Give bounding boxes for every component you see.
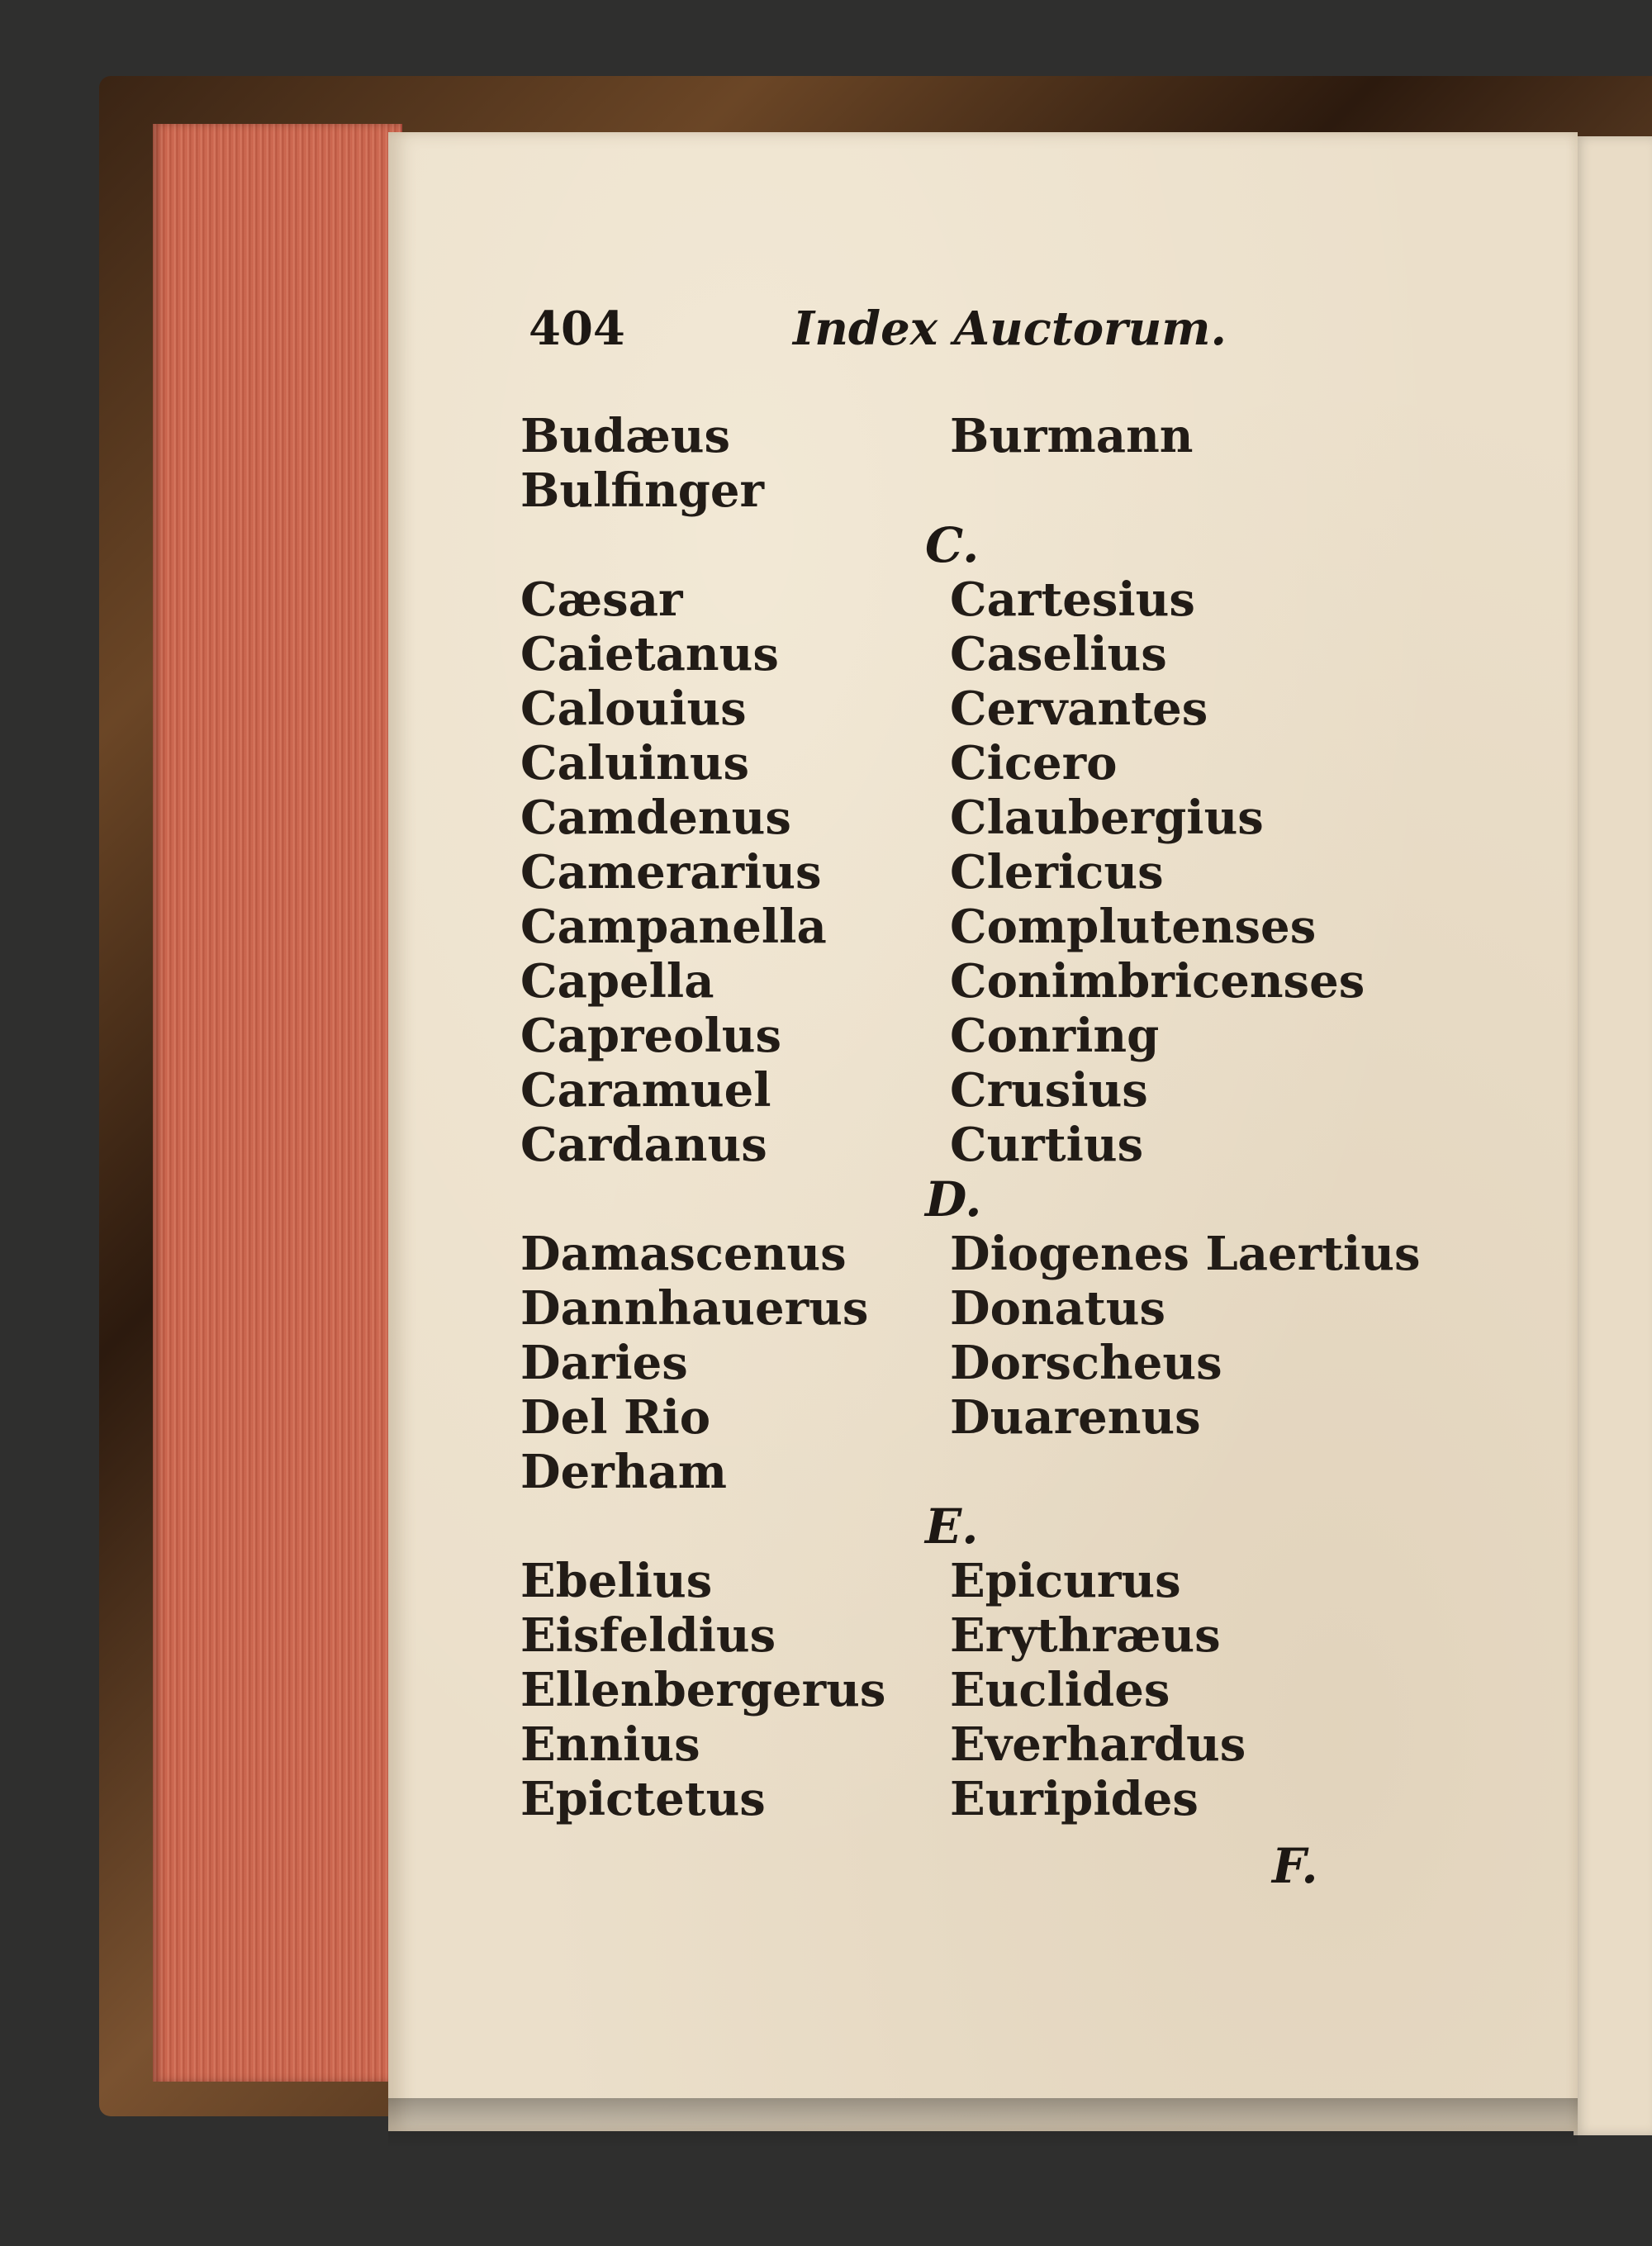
index-entry: Euripides bbox=[950, 1772, 1199, 1826]
index-entry: Capella bbox=[520, 954, 714, 1009]
index-entry: Caluinus bbox=[520, 736, 750, 791]
index-entry: Complutenses bbox=[950, 900, 1317, 954]
spacer bbox=[520, 1499, 885, 1554]
index-entry: Everhardus bbox=[950, 1717, 1246, 1772]
index-entry: Conring bbox=[950, 1009, 1160, 1063]
spacer bbox=[520, 518, 885, 572]
section-letter: E. bbox=[925, 1498, 979, 1555]
left-column bbox=[520, 409, 885, 1826]
index-entry: Burmann bbox=[950, 409, 1194, 463]
spacer bbox=[520, 1172, 885, 1227]
index-entry: Cæsar bbox=[520, 572, 683, 627]
index-entry: Epicurus bbox=[950, 1554, 1181, 1608]
index-entry: Camdenus bbox=[520, 791, 791, 845]
index-entry: Ebelius bbox=[520, 1554, 713, 1608]
index-entry: Camerarius bbox=[520, 845, 822, 900]
facing-page-edge bbox=[1574, 136, 1652, 2135]
index-entry: Crusius bbox=[950, 1063, 1148, 1118]
index-entry: Claubergius bbox=[950, 791, 1264, 845]
index-entry: Donatus bbox=[950, 1281, 1166, 1336]
index-entry: Cicero bbox=[950, 736, 1118, 791]
index-entry: Euclides bbox=[950, 1663, 1170, 1717]
index-entry: Ellenbergerus bbox=[520, 1663, 886, 1717]
index-entry: Derham bbox=[520, 1445, 727, 1499]
index-entry: Dorscheus bbox=[950, 1336, 1222, 1390]
index-entry: Diogenes Laertius bbox=[950, 1227, 1421, 1281]
index-entry: Clericus bbox=[950, 845, 1164, 900]
index-entry: Ennius bbox=[520, 1717, 700, 1772]
right-column bbox=[925, 409, 1421, 1826]
spacer bbox=[950, 1445, 1421, 1499]
index-entry: Cartesius bbox=[950, 572, 1195, 627]
page-edges bbox=[153, 124, 402, 2082]
running-title: Index Auctorum. bbox=[793, 302, 1227, 356]
index-entry: Cervantes bbox=[950, 681, 1208, 736]
index-entry: Del Rio bbox=[520, 1390, 711, 1445]
index-entry: Curtius bbox=[950, 1118, 1144, 1172]
index-entry: Duarenus bbox=[950, 1390, 1201, 1445]
spacer bbox=[950, 463, 1421, 518]
index-entry: Campanella bbox=[520, 900, 827, 954]
index-entry: Budæus bbox=[520, 409, 731, 463]
index-entry: Erythræus bbox=[950, 1608, 1221, 1663]
index-entry: Bulfinger bbox=[520, 463, 765, 518]
index-entry: Caselius bbox=[950, 627, 1167, 681]
section-letter: D. bbox=[925, 1171, 982, 1227]
catchword: F. bbox=[1272, 1838, 1318, 1894]
section-letter: C. bbox=[925, 517, 980, 573]
page-shadow bbox=[388, 2098, 1578, 2148]
index-entry: Cardanus bbox=[520, 1118, 767, 1172]
index-entry: Eisfeldius bbox=[520, 1608, 776, 1663]
index-entry: Epictetus bbox=[520, 1772, 766, 1826]
index-entry: Daries bbox=[520, 1336, 688, 1390]
index-entry: Dannhauerus bbox=[520, 1281, 869, 1336]
index-entry: Conimbricenses bbox=[950, 954, 1365, 1009]
index-entry: Capreolus bbox=[520, 1009, 782, 1063]
index-entry: Calouius bbox=[520, 681, 747, 736]
index-entry: Caramuel bbox=[520, 1063, 771, 1118]
index-entry: Caietanus bbox=[520, 627, 779, 681]
index-entry: Damascenus bbox=[520, 1227, 847, 1281]
page-number: 404 bbox=[529, 302, 625, 356]
